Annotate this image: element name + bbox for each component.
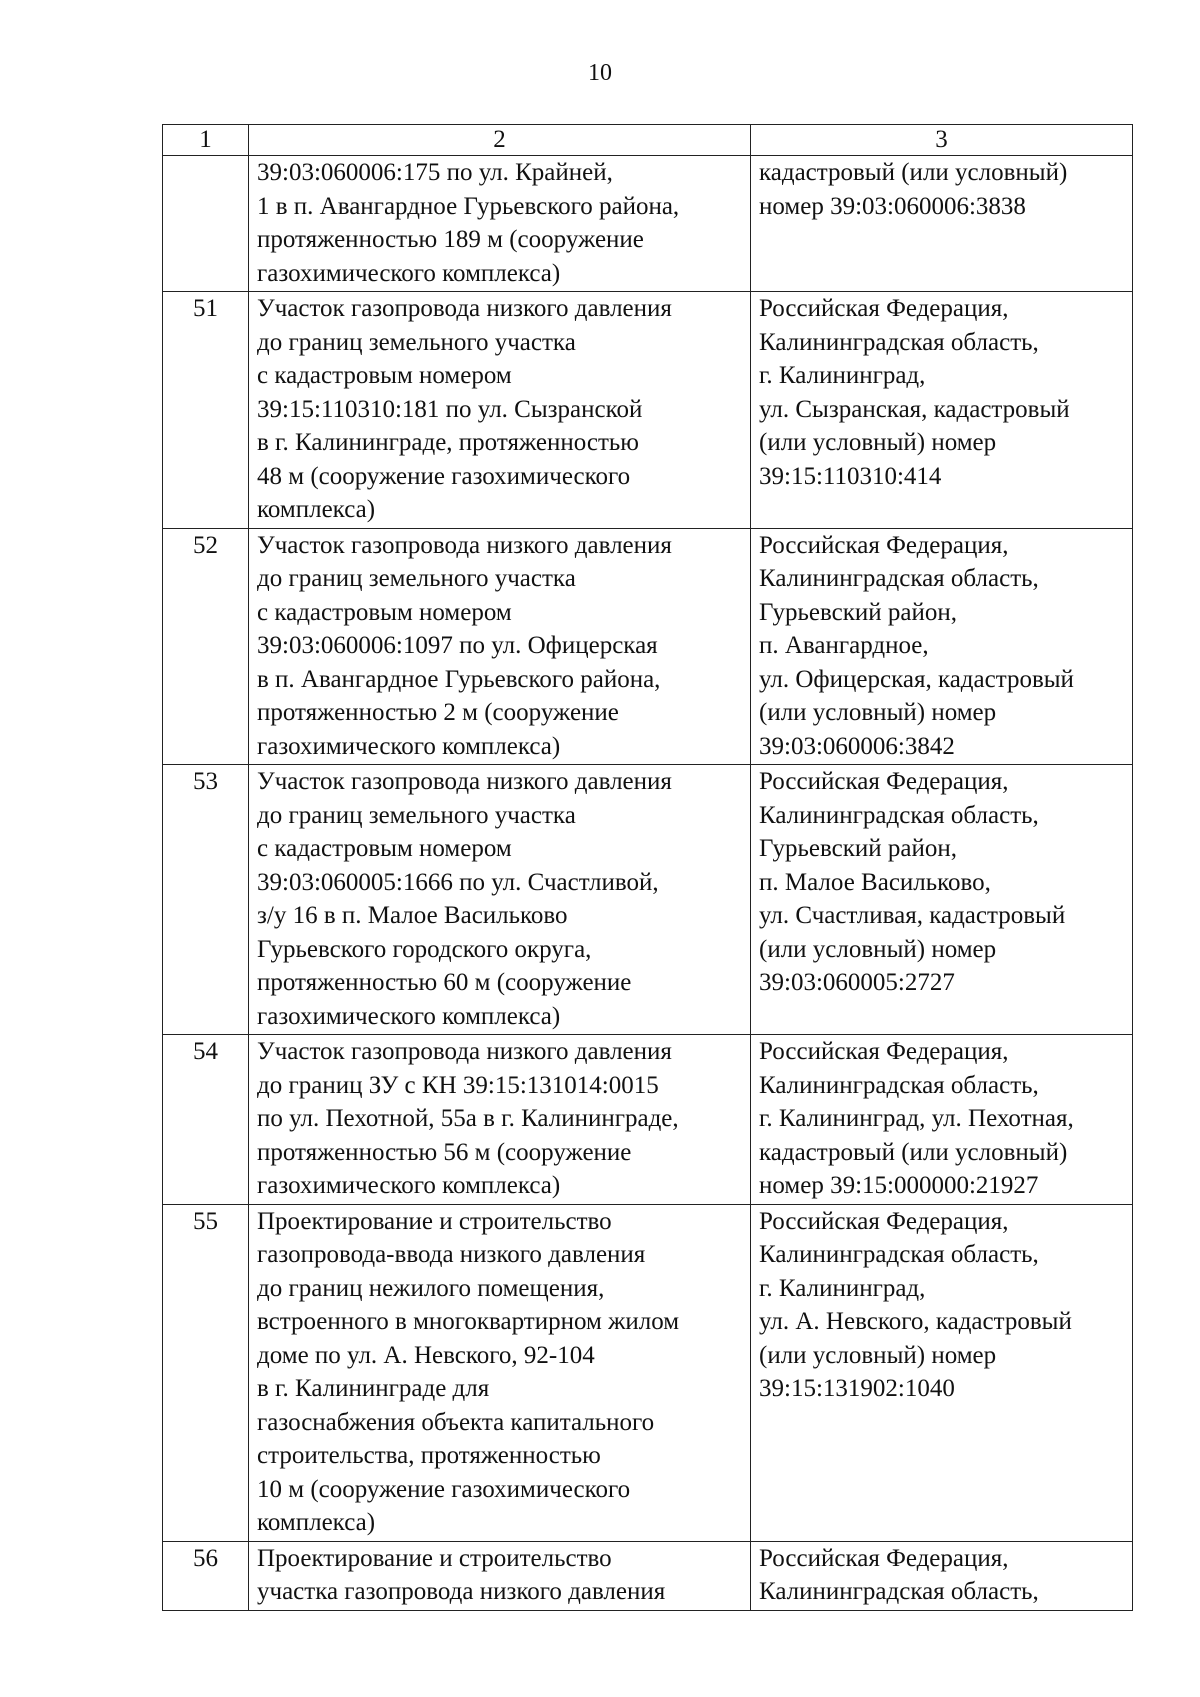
location-line: ул. А. Невского, кадастровый — [759, 1308, 1072, 1335]
description-line: участка газопровода низкого давления — [257, 1578, 666, 1605]
description-line: 1 в п. Авангардное Гурьевского района, — [257, 192, 680, 220]
object-description-cell — [249, 1035, 751, 1205]
description-line: в г. Калининграде для — [257, 1375, 490, 1402]
location-line: Российская Федерация, — [759, 1038, 1009, 1065]
location-line: Калининградская область, — [759, 1578, 1039, 1605]
description-line: до границ земельного участка — [257, 565, 576, 592]
location-line: Российская Федерация, — [759, 1544, 1009, 1572]
description-line: 39:03:060006:175 по ул. Крайней, — [257, 159, 613, 186]
location-line: 39:15:110310:414 — [759, 462, 942, 490]
description-line: 39:15:110310:181 по ул. Сызранской — [257, 395, 643, 423]
location-line: Российская Федерация, — [759, 531, 1009, 559]
description-line: с кадастровым номером — [257, 362, 512, 389]
table-row — [163, 765, 1133, 1035]
table-row — [163, 1204, 1133, 1541]
description-line: Проектирование и строительство — [257, 1544, 612, 1572]
objects-table — [162, 124, 1133, 1611]
description-line: газохимического комплекса) — [257, 1172, 561, 1199]
location-line: ул. Счастливая, кадастровый — [759, 902, 1066, 929]
row-number: 56 — [163, 1541, 249, 1610]
description-line: до границ земельного участка — [257, 801, 576, 829]
description-line: Проектирование и строительство — [257, 1207, 612, 1235]
description-line: протяженностью 2 м (сооружение — [257, 699, 619, 726]
location-line: (или условный) номер — [759, 429, 997, 456]
object-location-cell — [751, 156, 1133, 292]
description-line: до границ нежилого помещения, — [257, 1274, 605, 1302]
location-line: Российская Федерация, — [759, 295, 1009, 322]
row-number: 51 — [163, 292, 249, 529]
description-line: с кадастровым номером — [257, 835, 512, 862]
location-line: г. Калининград, — [759, 362, 926, 389]
object-description-cell — [249, 292, 751, 529]
location-line: Калининградская область, — [759, 565, 1039, 592]
location-line: г. Калининград, ул. Пехотная, — [759, 1105, 1074, 1132]
location-line: г. Калининград, — [759, 1274, 926, 1302]
location-line: номер 39:15:000000:21927 — [759, 1172, 1039, 1199]
location-line: Гурьевский район, — [759, 835, 958, 862]
description-line: газоснабжения объекта капитального — [257, 1408, 655, 1436]
description-line: протяженностью 189 м (сооружение — [257, 226, 644, 253]
description-line: строительства, протяженностью — [257, 1442, 601, 1469]
location-line: п. Авангардное, — [759, 632, 929, 659]
description-line: газохимического комплекса) — [257, 732, 561, 760]
location-line: 39:03:060005:2727 — [759, 969, 955, 996]
description-line: газопровода-ввода низкого давления — [257, 1241, 646, 1268]
object-description-cell — [249, 528, 751, 765]
object-description-cell — [249, 765, 751, 1035]
object-location-cell — [751, 765, 1133, 1035]
table-row — [163, 528, 1133, 765]
table-body — [163, 125, 1133, 1611]
location-line: 39:15:131902:1040 — [759, 1375, 955, 1402]
location-line: Российская Федерация, — [759, 768, 1009, 795]
location-line: ул. Сызранская, кадастровый — [759, 395, 1070, 423]
description-line: протяженностью 56 м (сооружение — [257, 1138, 632, 1166]
page-number: 10 — [588, 60, 612, 86]
location-line: кадастровый (или условный) — [759, 159, 1068, 186]
location-line: Гурьевский район, — [759, 598, 958, 626]
description-line: Участок газопровода низкого давления — [257, 1038, 672, 1065]
table-row — [163, 292, 1133, 529]
location-line: номер 39:03:060006:3838 — [759, 192, 1026, 220]
object-description-cell — [249, 1541, 751, 1610]
object-location-cell — [751, 1204, 1133, 1541]
row-number: 55 — [163, 1204, 249, 1541]
row-number: 54 — [163, 1035, 249, 1205]
description-line: 48 м (сооружение газохимического — [257, 462, 631, 490]
description-line: встроенного в многоквартирном жилом — [257, 1308, 680, 1335]
location-line: п. Малое Васильково, — [759, 868, 991, 896]
description-line: газохимического комплекса) — [257, 1002, 561, 1030]
location-line: (или условный) номер — [759, 935, 997, 963]
description-line: комплекса) — [257, 1509, 376, 1536]
location-line: (или условный) номер — [759, 1341, 997, 1369]
object-description-cell — [249, 1204, 751, 1541]
location-line: ул. Офицерская, кадастровый — [759, 665, 1074, 693]
description-line: с кадастровым номером — [257, 598, 512, 626]
object-location-cell — [751, 1035, 1133, 1205]
table-row — [163, 1541, 1133, 1610]
object-location-cell — [751, 1541, 1133, 1610]
table-header-row — [163, 125, 1133, 156]
description-line: в г. Калининграде, протяженностью — [257, 429, 639, 456]
description-line: газохимического комплекса) — [257, 259, 561, 287]
location-line: Калининградская область, — [759, 801, 1039, 829]
location-line: Калининградская область, — [759, 1241, 1039, 1268]
table-row — [163, 156, 1133, 292]
location-line: Калининградская область, — [759, 328, 1039, 356]
row-number: 53 — [163, 765, 249, 1035]
description-line: 39:03:060005:1666 по ул. Счастливой, — [257, 868, 659, 896]
table-row — [163, 1035, 1133, 1205]
column-header-number: 1 — [163, 125, 249, 156]
row-number: 52 — [163, 528, 249, 765]
description-line: з/у 16 в п. Малое Васильково — [257, 902, 568, 929]
location-line: 39:03:060006:3842 — [759, 732, 955, 760]
row-number — [163, 156, 249, 292]
description-line: по ул. Пехотной, 55а в г. Калининграде, — [257, 1105, 679, 1132]
description-line: комплекса) — [257, 496, 376, 523]
column-header-location: 3 — [751, 125, 1133, 156]
location-line: Российская Федерация, — [759, 1207, 1009, 1235]
location-line: Калининградская область, — [759, 1071, 1039, 1099]
description-line: протяженностью 60 м (сооружение — [257, 969, 632, 996]
location-line: кадастровый (или условный) — [759, 1138, 1068, 1166]
object-description-cell — [249, 156, 751, 292]
description-line: Участок газопровода низкого давления — [257, 531, 672, 559]
description-line: до границ земельного участка — [257, 328, 576, 356]
description-line: до границ ЗУ с КН 39:15:131014:0015 — [257, 1071, 659, 1099]
description-line: Гурьевского городского округа, — [257, 935, 592, 963]
description-line: 39:03:060006:1097 по ул. Офицерская — [257, 632, 658, 659]
location-line: (или условный) номер — [759, 699, 997, 726]
description-line: Участок газопровода низкого давления — [257, 768, 672, 795]
object-location-cell — [751, 292, 1133, 529]
description-line: 10 м (сооружение газохимического — [257, 1475, 631, 1503]
column-header-description: 2 — [249, 125, 751, 156]
description-line: в п. Авангардное Гурьевского района, — [257, 665, 661, 693]
description-line: доме по ул. А. Невского, 92-104 — [257, 1341, 595, 1369]
description-line: Участок газопровода низкого давления — [257, 295, 672, 322]
object-location-cell — [751, 528, 1133, 765]
